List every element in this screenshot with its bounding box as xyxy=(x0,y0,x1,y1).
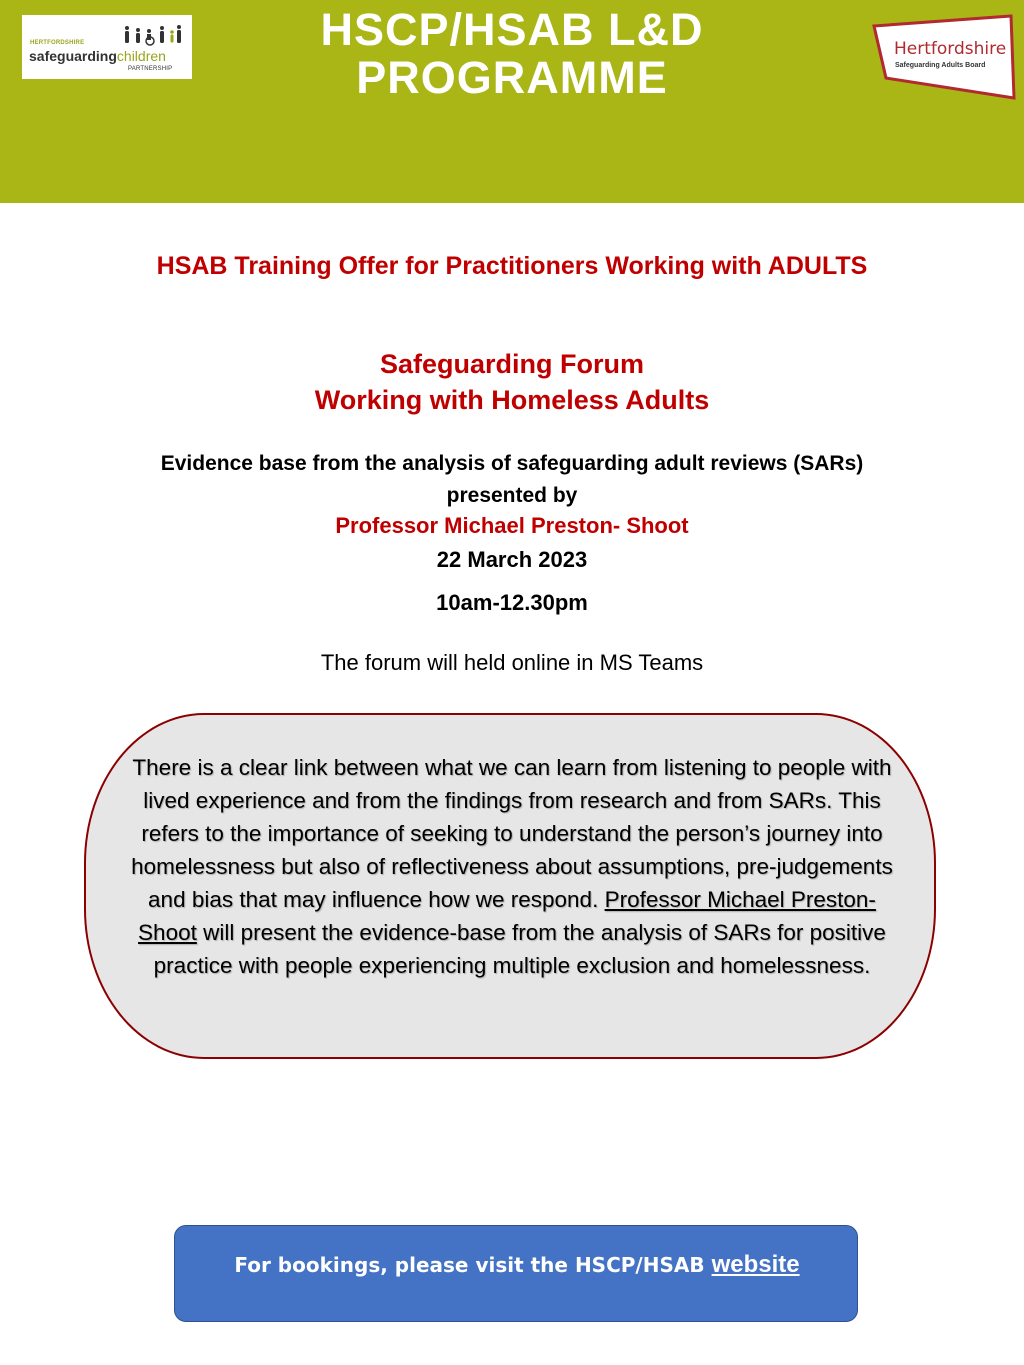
evidence-line2: presented by xyxy=(446,484,578,507)
booking-label: For bookings, please visit the HSCP/HSAB xyxy=(234,1253,712,1277)
hsab-logo xyxy=(868,14,1018,100)
description-after-link: will present the evidence-base from the analysis of SARs for positive practice with people experiencing multiple exclusion and homelessness. xyxy=(153,920,886,978)
logo-county-text: HERTFORDSHIRE xyxy=(30,40,85,46)
presenter-link[interactable]: Professor Michael Preston- Shoot xyxy=(138,887,876,945)
website-link[interactable]: website xyxy=(711,1251,800,1278)
description-text xyxy=(126,751,898,982)
description-before-link: There is a clear link between what we can learn from listening to people with lived experience and from the findings from research and from SARs. This refers to the importance of seeking to understand the person’s journey into homelessness but also of reflectiveness about assumptions, pre-judgements and bias that may influence how we respond. xyxy=(131,755,893,912)
page-title xyxy=(212,6,812,102)
logo-name-part1: safeguarding xyxy=(29,48,117,64)
evidence-line1: Evidence base from the analysis of safeguarding adult reviews (SARs) xyxy=(160,452,864,475)
event-date: 22 March 2023 xyxy=(436,547,588,572)
hscp-logo xyxy=(22,15,192,79)
location-note: The forum will held online in MS Teams xyxy=(320,650,704,675)
evidence-text xyxy=(0,448,1024,512)
booking-text xyxy=(175,1251,859,1279)
people-figures-icon xyxy=(122,25,184,47)
header-banner xyxy=(0,0,1024,203)
forum-title-line1: Safeguarding Forum xyxy=(379,349,644,379)
booking-banner xyxy=(174,1225,858,1322)
logo-name-part2: children xyxy=(116,48,166,64)
training-offer-heading: HSAB Training Offer for Practitioners Working with ADULTS xyxy=(156,252,868,280)
page-title-line2: PROGRAMME xyxy=(356,52,668,103)
hsab-logo-board-text: Safeguarding Adults Board xyxy=(895,62,986,69)
event-time: 10am-12.30pm xyxy=(436,590,588,615)
description-box xyxy=(84,713,936,1059)
logo-name-text xyxy=(29,48,166,64)
page-title-line1: HSCP/HSAB L&D xyxy=(320,4,704,55)
forum-title xyxy=(0,346,1024,418)
logo-partnership-text: PARTNERSHIP xyxy=(128,66,173,72)
hsab-logo-county-text: Hertfordshire xyxy=(894,39,1007,59)
forum-title-line2: Working with Homeless Adults xyxy=(314,385,710,415)
presenter-name: Professor Michael Preston- Shoot xyxy=(335,513,689,538)
